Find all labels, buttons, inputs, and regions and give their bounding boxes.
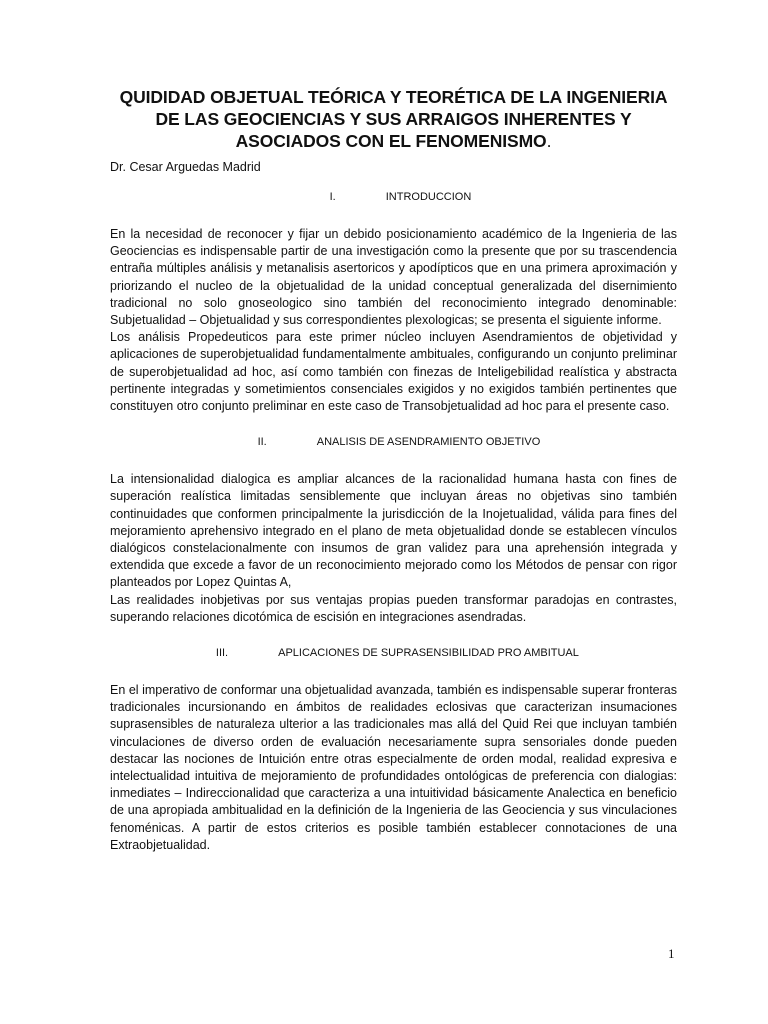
section-title: INTRODUCCION [385,191,472,203]
title-text: QUIDIDAD OBJETUAL TEÓRICA Y TEORÉTICA DE LA INGENIERIA DE LAS GEOCIENCIAS Y SUS ARRAIGOS INHERENTES Y ASOCIADOS CON EL FENOMENISMO [119,87,668,151]
document-page [110,86,677,854]
paragraph: Los análisis Propedeuticos para este primer núcleo incluyen Asendramientos de objetividad y aplicaciones de superobjetualidad fundamentalmente ambituales, configurando un conjunto preliminar de superobjetualidad ad hoc, así como también con finezas de Inteligebilidad realística y abstracta pertinente integradas y sometimientos consenciales exigidos y no exigidos también pertinentes que constituyen otro conjunto preliminar en este caso de Transobjetualidad ad hoc para el presente caso. [110,330,677,414]
paragraph: Las realidades inobjetivas por sus ventajas propias pueden transformar paradojas en contrastes, superando relaciones dicotómica de escisión en integraciones asendradas. [110,592,677,624]
section-heading-aplicaciones [110,646,677,660]
document-title [110,86,677,152]
section-number: II. [257,436,267,449]
title-period: . [546,131,552,151]
section-number: III. [215,647,229,660]
paragraph: En el imperativo de conformar una objetualidad avanzada, también es indispensable superar fronteras tradicionales incursionando en ámbitos de realidades eclosivas que caracterizan insumaciones suprasensibles de naturaleza ulterior a las tradicionales mas allá del Quid Rei que incluyan también vinculaciones de diverso orden de evaluación necesariamente supra sensoriales donde pueden destacar las nociones de Intuición entre otras especialmente de orden modal, realidad expresiva e intelectualidad intuitiva de mejoramiento de profundidades ontológicas de preferencia con dialogias: inmediates – Indireccionalidad que caracteriza a una intuitividad básicamente Analectica en beneficio de una apropiada ambitualidad en la definición de la Ingenieria de las Geociencia y sus vinculaciones fenoménicas. A partir de estos criterios es posible también establecer connotaciones de una Extraobjetualidad. [110,683,677,852]
author-name: Dr. Cesar Arguedas Madrid [110,160,261,174]
section-heading-analisis [110,435,677,449]
page-number: 1 [668,946,675,961]
section-title: APLICACIONES DE SUPRASENSIBILIDAD PRO AMBITUAL [278,647,579,660]
section-title: ANALISIS DE ASENDRAMIENTO OBJETIVO [316,436,541,449]
section-heading-introduccion [110,190,677,204]
section-number: I. [329,191,336,203]
paragraph: La intensionalidad dialogica es ampliar alcances de la racionalidad humana hasta con fines de superación realística limitadas sensiblemente que incluyan áreas no objetivas sino también continuidades que conformen principalmente la jurisdicción de la Inojetualidad, válida para fines del mejoramiento aprehensivo integrado en el plano de meta objetualidad donde se establecen vínculos dialógicos constelacionalmente con insumos de gran validez para una aprehensión integrada y extendida que excede a favor de un reconocimiento mejorado como los Métodos de pensar con rigor planteados por Lopez Quintas A, [110,472,677,590]
paragraph: En la necesidad de reconocer y fijar un debido posicionamiento académico de la Ingenieria de las Geociencias es indispensable partir de una investigación como la presente que por su trascendencia entraña múltiples análisis y metanalisis asertoricos y apodípticos que en una primera aproximación y priorizando el nucleo de la objetualidad de la unidad conceptual generalizada del disernimiento tradicional no solo gnoseologico sino también del reconocimiento integrado denominable: Subjetualidad – Objetualidad y sus correspondientes plexologicas; se presenta el siguiente informe. [110,227,677,328]
